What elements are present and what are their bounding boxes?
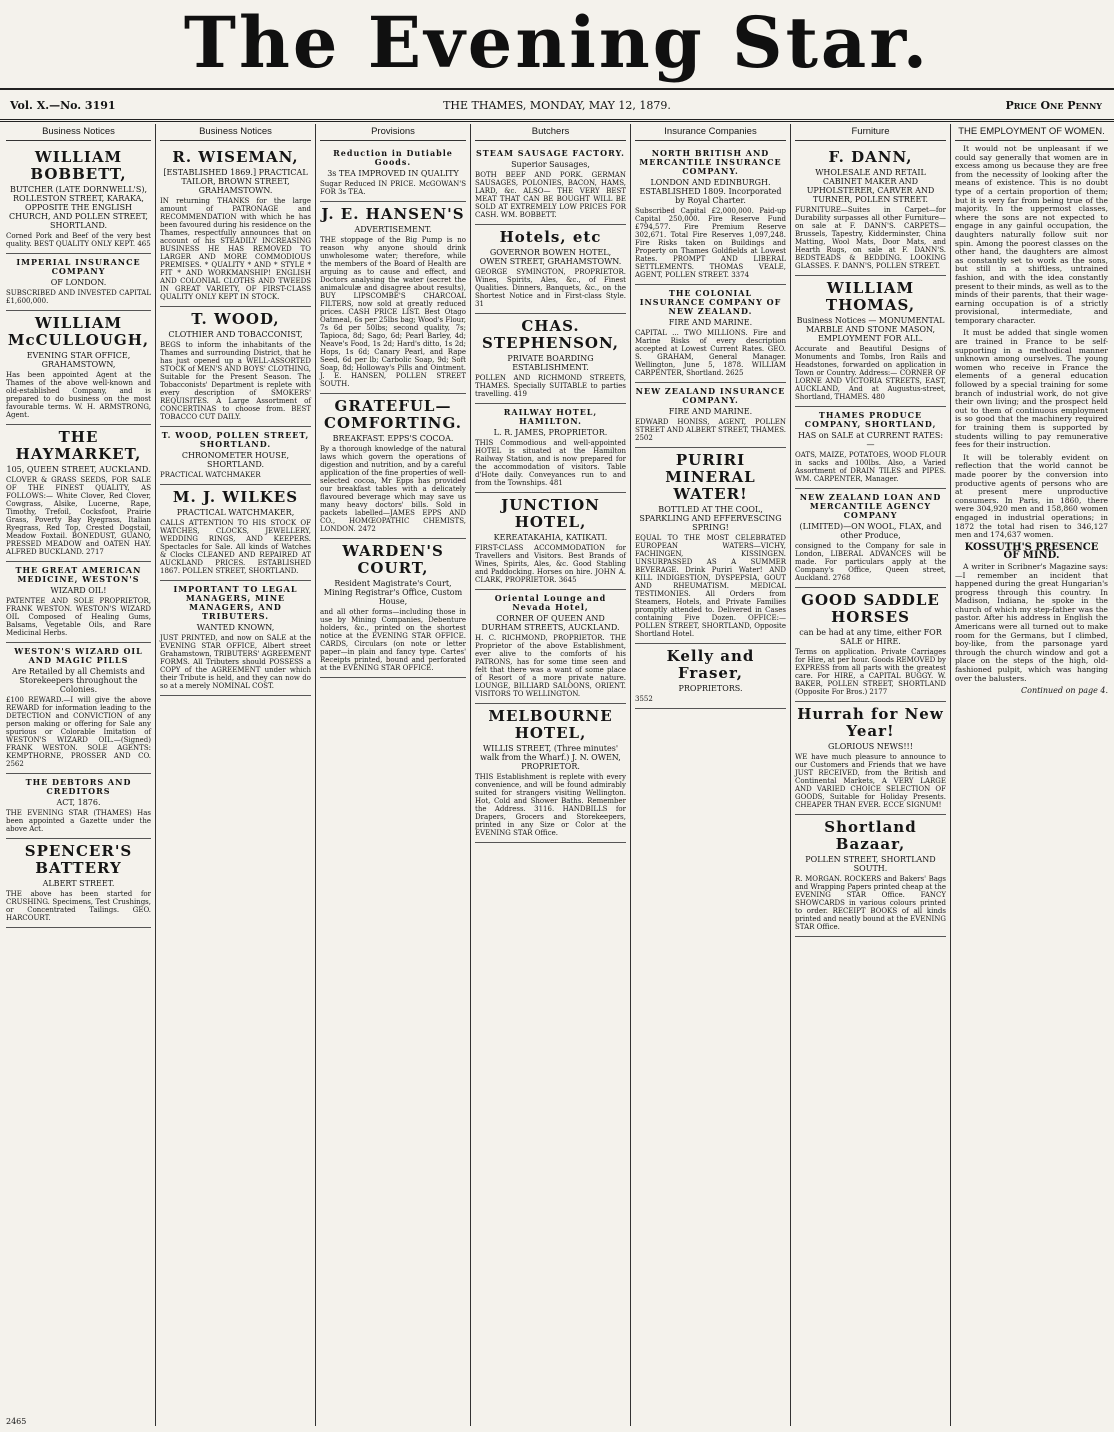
ad-title: M. J. WILKES [172, 488, 299, 506]
ad-subtitle: Superior Sausages, [511, 160, 590, 169]
advertisement [475, 493, 626, 590]
advertisement [320, 145, 466, 202]
masthead-title: The Evening Star. [183, 1, 931, 84]
ad-subtitle: POLLEN STREET, SHORTLAND SOUTH. [805, 855, 936, 873]
ad-subtitle: PRIVATE BOARDING ESTABLISHMENT. [507, 354, 594, 372]
ad-body: EQUAL TO THE MOST CELEBRATED EUROPEAN WATERS—VICHY, FACHINGEN, KISSINGEN. UNSURPASSED AS A SUMMER BEVERAGE. Drink Puriri Water! AND KILL INDIGESTION, DYSPEPSIA, GOUT AND RHEUMATISM. MEDICAL TESTIMONIES. All Orders from Steamers, Hotels, and Private Families promptly attended to. Delivered in Cases containing Five Dozen. OFFICE:— POLLEN STREET, SHORTLAND, Opposite Shortland Hotel. [635, 534, 786, 638]
advertisement [6, 425, 151, 562]
ad-body: H. C. RICHMOND, PROPRIETOR. THE Proprietor of the above Establishment, ever alive to the comforts of his PATRONS, has for some time seen and felt that there was a want of some place of Resort of a more private nature. LOUNGE, BILLIARD SALOONS, ORIENT. VISITORS TO WELLINGTON. [475, 634, 626, 698]
ad-subtitle: [ESTABLISHED 1869.] PRACTICAL TAILOR, BROWN STREET, GRAHAMSTOWN. [163, 168, 308, 195]
place-date: THE THAMES, MONDAY, MAY 12, 1879. [443, 99, 671, 112]
ad-title: IMPERIAL INSURANCE COMPANY [16, 257, 141, 276]
ad-body: CLOVER & GRASS SEEDS, FOR SALE OF THE FINEST QUALITY, AS FOLLOWS:— White Clover, Red Clover, Cowgrass, Alsike, Lucerne, Rape, Timothy, Trefoil, Cocksfoot, Prairie Grass, Poverty Bay Ryegrass, Italian Ryegrass, Red Top, Crested Dogstail, Meadow Foxtail. BONEDUST, GUANO, PRESSED MEADOW and OATEN HAY. ALFRED BUCKLAND. 2717 [6, 476, 151, 556]
ad-title: NEW ZEALAND LOAN AND MERCANTILE AGENCY COMPANY [799, 492, 942, 520]
ad-body: FIRST-CLASS ACCOMMODATION for Travellers and Visitors. Best Brands of Wines, Spirits, Ales, &c. Good Stabling and Paddocking. Horses on hire. JOHN A. CLARK, PROPRIETOR. 3645 [475, 544, 626, 584]
ad-subtitle: WIZARD OIL! [50, 586, 107, 595]
ad-subtitle: FIRE AND MARINE. [668, 407, 753, 416]
column-7 [951, 124, 1112, 1426]
article-paragraph: It must be added that single women are trained in France to be self-supporting in a methodical manner unknown among ourselves. The young women who receive in France the elements of a general education followed by a special training for some branch of industrial work, do not give their own living; and the prospect held out to them of continuous employment is so good that the machinery required for training them is supported by students willing to pay remunerative fees for their instruction. [955, 328, 1108, 450]
ad-title: GRATEFUL—COMFORTING. [324, 397, 462, 432]
ad-subtitle: PROPRIETORS. [678, 684, 743, 693]
ad-title: JUNCTION HOTEL, [501, 496, 600, 531]
column-6 [791, 124, 951, 1426]
ad-subtitle: ACT, 1876. [56, 798, 101, 807]
ad-body: WE have much pleasure to announce to our Customers and Friends that we have JUST RECEIVED, from the British and Continental Markets, A VERY LARGE AND VARIED CHOICE SELECTION OF GOODS, Suitable for Holiday Presents. CHEAPER THAN EVER. ECCE SIGNUM! [795, 753, 946, 809]
ad-body: PATENTEE AND SOLE PROPRIETOR, FRANK WESTON. WESTON'S WIZARD OIL Composed of Healing Gums, Balsams, Vegetable Oils, and Rare Medicinal Herbs. [6, 597, 151, 637]
advertisement [6, 643, 151, 774]
ad-body: GEORGE SYMINGTON, PROPRIETOR. Wines, Spirits, Ales, &c., of Finest Qualities. Dinners, Banquets, &c., on the Shortest Notice and in First-class Style. 31 [475, 268, 626, 308]
advertisement [635, 285, 786, 383]
advertisement [795, 702, 946, 815]
ad-subtitle: (LIMITED)—ON WOOL, FLAX, and other Produce, [799, 522, 942, 540]
advertisement [6, 562, 151, 643]
advertisement [635, 448, 786, 644]
ad-body: POLLEN AND RICHMOND STREETS, THAMES. Specially SUITABLE to parties travelling. 419 [475, 374, 626, 398]
ad-subtitle: WHOLESALE AND RETAIL CABINET MAKER AND UPHOLSTERER, CARVER AND TURNER, POLLEN STREET. [806, 168, 935, 204]
advertisement [475, 704, 626, 843]
advertisement [795, 588, 946, 702]
article-paragraph: It would not be unpleasant if we could say generally that women are in excess among us because they are free from the necessity of looking after the means of existence. This is no doubt type of a certain proportion of them; but it is very far from being true of the majority. In the uppermost classes, where the sons are not expected to engage in any gainful occupation, the daughters naturally follow suit nor spin. Among the poorest classes on the other hand, the daughters are almost as constantly set to work as the sons, but still in a shiftless, untrained fashion, and with the idea constantly present to their minds, as well as to the minds of their parents, that their wage-earning occupation is of a strictly provisional, intermediate, and temporary character. [955, 144, 1108, 325]
ad-title: THE COLONIAL INSURANCE COMPANY OF NEW ZEALAND. [639, 288, 782, 316]
advertisement [320, 394, 466, 539]
ad-body: OATS, MAIZE, POTATOES, WOOD FLOUR in sacks and 100lbs. Also, a Varied Assortment of DRAIN TILES and PIPES. WM. CARPENTER, Manager. [795, 451, 946, 483]
ad-subtitle: CHRONOMETER HOUSE, SHORTLAND. [181, 451, 290, 469]
masthead [0, 0, 1114, 86]
advertisement [6, 839, 151, 928]
ad-title: STEAM SAUSAGE FACTORY. [476, 148, 625, 158]
columns-container [2, 124, 1112, 1426]
ad-title: WILLIAM McCULLOUGH, [7, 314, 150, 349]
ad-title: Hotels, etc [499, 228, 602, 246]
advertisement [795, 489, 946, 588]
advertisement [160, 307, 311, 427]
advertisement [795, 407, 946, 489]
volume-number: Vol. X.—No. 3191 [10, 99, 116, 112]
ad-subtitle: ADVERTISEMENT. [354, 225, 432, 234]
ad-title: Hurrah for New Year! [797, 705, 944, 740]
ad-body: CAPITAL ... TWO MILLIONS. Fire and Marine Risks of every description accepted at Lowest Current Rates. GEO. S. GRAHAM, General Manager. Wellington, June 5, 1878. WILLIAM CARPENTER, Shortland. 2625 [635, 329, 786, 377]
ad-body: PRACTICAL WATCHMAKER [160, 471, 261, 479]
ad-subtitle: ALBERT STREET. [42, 879, 115, 888]
ad-subtitle: EVENING STAR OFFICE, GRAHAMSTOWN, [26, 351, 131, 369]
advertisement [6, 311, 151, 425]
ad-subtitle: FIRE AND MARINE. [668, 318, 753, 327]
ad-title: THAMES PRODUCE COMPANY, SHORTLAND, [804, 410, 937, 429]
ad-body: £100 REWARD.—I will give the above REWARD for information leading to the DETECTION and CONVICTION of any person making or offering for Sale any spurious or Colorable Imitation of WESTON'S WIZARD OIL.—(Signed) FRANK WESTON. SOLE AGENTS: KEMPTHORNE, PROSSER AND CO. 2562 [6, 696, 151, 768]
ad-body: THE above has been started for CRUSHING. Specimens, Test Crushings, or Concentrated Tailings. GEO. HARCOURT. [6, 890, 151, 922]
ad-title: T. WOOD, [191, 310, 280, 328]
ad-subtitle: PRACTICAL WATCHMAKER, [176, 508, 295, 517]
sub-article-text: A writer in Scribner's Magazine says:—I remember an incident that happened during the great Hungarian's progress through this country. In Madison, Indiana, he spoke in the church of which my step-father was the pastor. After his address in English the Americans were all turned out to make room for the Germans, but I climbed, boy-like, from the parsonage yard through the church window and got a place on the steps of the high, old-fashioned pulpit, which was hanging over the balusters. [955, 561, 1108, 683]
ad-title: GOOD SADDLE HORSES [801, 591, 940, 626]
ad-title: CHAS. STEPHENSON, [482, 317, 619, 352]
ad-title: Oriental Lounge and Nevada Hotel, [494, 593, 607, 612]
ad-body: EDWARD HONISS, AGENT, POLLEN STREET AND ALBERT STREET, THAMES. 2502 [635, 418, 786, 442]
advertisement [635, 383, 786, 448]
ad-body: Terms on application. Private Carriages for Hire, at per hour. Goods REMOVED by EXPRESS from all parts with the greatest care. For HIRE, a CAPITAL BUGGY. W. BAKER, POLLEN STREET, SHORTLAND (Opposite For Bros.) 2177 [795, 648, 946, 696]
column-1 [2, 124, 156, 1426]
ad-subtitle: HAS on SALE at CURRENT RATES:— [797, 431, 944, 449]
ad-body: Accurate and Beautiful Designs of Monuments and Tombs, Iron Rails and Headstones, forwarded on application in Town or Country. Address:— CORNER OF LORNE AND VICTORIA STREETS, EAST, AUCKLAND, And at Augustus-street, Shortland, THAMES. 480 [795, 345, 946, 401]
ad-subtitle: can be had at any time, either FOR SALE or HIRE. [799, 628, 942, 646]
ad-body: THE stoppage of the Big Pump is no reason why anyone should drink unwholesome water; therefore, while the members of the Board of Health are arguing as to cause and effect, and Doctors analysing the water (secret the animalculæ and disagree about results), BUY LIPSCOMBE'S CHARCOAL FILTERS, now sold at greatly reduced prices. CASH PRICE LIST. Best Otago Oatmeal, 6s per 25lbs bag; Wood's Flour, 7s 6d per 50lbs; second quality, 7s; Tapioca, 8d; Sago, 6d; Pearl Barley, 4d; Neave's Food, 1s 2d; Hard's ditto, 1s 2d; Hops, 1s 6d; Canary Pearl, and Rape Seed, 6d per lb; Carbolic Soap, 9d; Soft Soap, 8d; Holloway's Pills and Ointment. J. E. HANSEN, POLLEN STREET SOUTH. [320, 236, 466, 388]
ad-body: BOTH BEEF AND PORK. GERMAN SAUSAGES, POLONIES, BACON, HAMS, LARD, &c. ALSO— THE VERY BEST MEAT THAT CAN BE BOUGHT WILL BE SOLD AT EXTREMELY LOW PRICES FOR CASH. WM. BOBBETT. [475, 171, 626, 219]
advertisement [475, 314, 626, 404]
advertisement [320, 202, 466, 394]
ad-subtitle: CORNER OF QUEEN AND DURHAM STREETS, AUCKLAND. [481, 614, 620, 632]
column-footer-number: 2465 [6, 1417, 27, 1426]
ad-title: J. E. HANSEN'S [321, 205, 465, 223]
advertisement [475, 404, 626, 493]
ad-title: WESTON'S WIZARD OIL AND MAGIC PILLS [14, 646, 143, 665]
advertisement [475, 225, 626, 314]
ad-body: IN returning THANKS for the large amount of PATRONAGE and RECOMMENDATION with which he has been favoured during his residence on the Thames, respectfully announces that on account of his STEADILY INCREASING BUSINESS HE HAS REMOVED TO LARGER AND MORE COMMODIOUS PREMISES. * QUALITY * AND * STYLE * FIT * AND WORKMANSHIP! ENGLISH AND COLONIAL CLOTHS AND TWEEDS IN GREAT VARIETY, OF FIRST-CLASS QUALITY ONLY KEPT IN STOCK. [160, 197, 311, 301]
advertisement [635, 145, 786, 285]
column-heading: Business Notices [160, 124, 311, 141]
dateline [0, 88, 1114, 122]
ad-subtitle: BOTTLED AT THE COOL, SPARKLING AND EFFERVESCING SPRING! [639, 505, 782, 532]
ad-title: MELBOURNE HOTEL, [488, 707, 613, 742]
ad-title: IMPORTANT TO LEGAL MANAGERS, MINE MANAGERS, AND TRIBUTERS. [173, 584, 298, 621]
advertisement [475, 590, 626, 704]
advertisement [795, 815, 946, 937]
column-heading: Insurance Companies [635, 124, 786, 141]
advertisement [160, 145, 311, 307]
ad-title: THE DEBTORS AND CREDITORS [25, 777, 132, 796]
ad-body: SUBSCRIBED AND INVESTED CAPITAL £1,600,000. [6, 289, 151, 305]
ad-body: and all other forms—including those in use by Mining Companies, Debenture holders, &c., printed on the shortest notice at the EVENING STAR OFFICE. CARDS, Circulars (on note or letter paper—in plain and fancy type. Cartes' Receipts printed, bound and perforated at the EVENING STAR OFFICE. [320, 608, 466, 672]
advertisement [6, 774, 151, 839]
ad-title: F. DANN, [828, 148, 913, 166]
ad-subtitle: Resident Magistrate's Court, Mining Registrar's Office, Custom House, [323, 579, 463, 606]
ad-subtitle: KEREATAKAHIA, KATIKATI. [493, 533, 608, 542]
advertisement [320, 539, 466, 678]
ad-title: SPENCER'S BATTERY [24, 842, 133, 877]
ad-body: JUST PRINTED, and now on SALE at the EVENING STAR OFFICE, Albert street Grahamstown, TRIBUTERS' AGREEMENT FORMS. All Tributers should POSSESS a COPY of the AGREEMENT under which their Tribute is held, and they can now do so at a merely NOMINAL COST. [160, 634, 311, 690]
ad-title: PURIRI MINERAL WATER! [665, 451, 756, 503]
ad-title: THE HAYMARKET, [15, 428, 142, 463]
advertisement [795, 276, 946, 407]
ad-title: RAILWAY HOTEL, HAMILTON. [503, 407, 598, 426]
ad-subtitle: 3s TEA IMPROVED IN QUALITY [327, 169, 459, 178]
ad-subtitle: CLOTHIER AND TOBACCONIST, [168, 330, 303, 339]
column-heading: THE EMPLOYMENT OF WOMEN. [955, 124, 1108, 141]
ad-body: 3552 [635, 695, 653, 703]
ad-body: R. MORGAN. ROCKERS and Bakers' Bags and Wrapping Papers printed cheap at the EVENING STAR Office. FANCY SHOWCARDS in various colours printed to order. RECEIPT BOOKS of all kinds printed and neatly bound at the EVENING STAR Office. [795, 875, 946, 931]
ad-subtitle: GLORIOUS NEWS!!! [828, 742, 913, 751]
ad-title: WARDEN'S COURT, [342, 542, 444, 577]
price: Price One Penny [1005, 99, 1102, 112]
column-4 [471, 124, 631, 1426]
ad-body: Sugar Reduced IN PRICE. McGOWAN'S FOR 3s TEA. [320, 180, 466, 196]
ad-subtitle: Are Retailed by all Chemists and Storekeepers throughout the Colonies. [12, 667, 145, 694]
column-heading: Business Notices [6, 124, 151, 141]
ad-subtitle: Business Notices — MONUMENTAL MARBLE AND STONE MASON, EMPLOYMENT FOR ALL. [796, 316, 945, 343]
ad-subtitle: WILLIS STREET, (Three minutes' walk from the Wharf.) J. N. OWEN, PROPRIETOR. [480, 744, 621, 771]
ad-subtitle: GOVERNOR BOWEN HOTEL, OWEN STREET, GRAHAMSTOWN. [479, 248, 622, 266]
ad-subtitle: BREAKFAST. EPPS'S COCOA. [332, 434, 454, 443]
ad-body: BEGS to inform the inhabitants of the Thames and surrounding District, that he has just opened up a WELL-ASSORTED STOCK of MEN'S AND BOYS' CLOTHING, Suitable for the Present Season. The Tobacconists' Department is replete with every description of SMOKERS' REQUISITES. A Large Assortment of CONCERTINAS to choose from. BEST TOBACCO CUT DAILY. [160, 341, 311, 421]
advertisement [160, 427, 311, 485]
ad-body: THIS Establishment is replete with every convenience, and will be found admirably suited for strangers visiting Wellington. Hot, Cold and Shower Baths. Remember the Address. 3116. HANDBILLS for Drapers, Grocers and Storekeepers, printed in any Size or Color at the EVENING STAR Office. [475, 773, 626, 837]
ad-subtitle: L. R. JAMES, PROPRIETOR. [493, 428, 608, 437]
column-heading: Butchers [475, 124, 626, 141]
ad-subtitle: OF LONDON. [50, 278, 107, 287]
advertisement [795, 145, 946, 276]
continued-note: Continued on page 4. [1021, 686, 1108, 696]
column-5 [631, 124, 791, 1426]
advertisement [160, 485, 311, 581]
ad-body: consigned to the Company for sale in London, LIBERAL ADVANCES will be made. For particulars apply at the Company's Office, Queen street, Auckland. 2768 [795, 542, 946, 582]
advertisement [475, 145, 626, 225]
article-paragraph: It will be tolerably evident on reflection that the world cannot be made poorer by the conversion into productive agents of persons who are at present mere unproductive consumers. In Paris, in 1860, there were 304,920 men and 158,860 women engaged in industrial operations; in 1872 the total had risen to 346,127 men and 174,637 women. [955, 452, 1108, 540]
ad-body: Has been appointed Agent at the Thames of the above well-known and old-established Company, and is prepared to do business on the most favourable terms. W. H. ARMSTRONG, Agent. [6, 371, 151, 419]
ad-title: THE GREAT AMERICAN MEDICINE, WESTON'S [15, 565, 142, 584]
ad-title: WILLIAM BOBBETT, [30, 148, 127, 183]
ad-body: Subscribed Capital £2,000,000. Paid-up Capital 250,000. Fire Reserve Fund £794,577. Fire Premium Reserve 302,671. Total Fire Reserves 1,097,248. Fire Risks taken on Buildings and Property on Thames Goldfields at Lowest Rates. PROMPT AND LIBERAL SETTLEMENTS. THOMAS VEALE, AGENT, POLLEN STREET. 3374 [635, 207, 786, 279]
ad-subtitle: 105, QUEEN STREET, AUCKLAND. [6, 465, 151, 474]
ad-title: Reduction in Dutiable Goods. [333, 148, 453, 167]
sub-article-heading: KOSSUTH'S PRESENCE OF MIND. [964, 541, 1099, 562]
article-body [955, 145, 1108, 696]
ad-body: FURNITURE—Suites in Carpet—for Durability surpasses all other Furniture—on sale at F. DANN'S. CARPETS—Brussels, Tapestry, Kidderminster, China Matting, Wool Mats, Door Mats, and Hearth Rugs, on sale at F. DANN'S. BEDSTEADS & BEDDING. LOOKING GLASSES. F. DANN'S, POLLEN STREET. [795, 206, 946, 270]
ad-body: By a thorough knowledge of the natural laws which govern the operations of digestion and nutrition, and by a careful application of the fine properties of well-selected cocoa, Mr Epps has provided our breakfast tables with a delicately flavoured beverage which may save us many heavy doctors' bills. Sold in packets labelled—JAMES EPPS AND CO., HOMŒOPATHIC CHEMISTS, LONDON. 2472 [320, 445, 466, 533]
ad-title: NORTH BRITISH AND MERCANTILE INSURANCE COMPANY. [639, 148, 782, 176]
advertisement [160, 581, 311, 696]
ad-title: Kelly and Fraser, [666, 647, 755, 682]
column-heading: Furniture [795, 124, 946, 141]
ad-body: THE EVENING STAR (THAMES) Has been appointed a Gazette under the above Act. [6, 809, 151, 833]
ad-title: R. WISEMAN, [172, 148, 299, 166]
ad-subtitle: WANTED KNOWN, [196, 623, 275, 632]
ad-subtitle: LONDON AND EDINBURGH. ESTABLISHED 1809. Incorporated by Royal Charter. [639, 178, 782, 205]
ad-body: THIS Commodious and well-appointed HOTEL is situated at the Hamilton Railway Station, and is now prepared for the accommodation of visitors. Table d'Hote daily. Conveyances run to and from the Townships. 481 [475, 439, 626, 487]
ad-body: CALLS ATTENTION TO HIS STOCK OF WATCHES, CLOCKS, JEWELLERY, WEDDING RINGS, AND KEEPERS. Spectacles for Sale. All kinds of Watches & Clocks CLEANED AND REPAIRED AT AUCKLAND PRICES. ESTABLISHED 1867. POLLEN STREET, SHORTLAND. [160, 519, 311, 575]
column-2 [156, 124, 316, 1426]
ad-subtitle: BUTCHER (LATE DORNWELL'S), ROLLESTON STREET, KARAKA, OPPOSITE THE ENGLISH CHURCH, AND POLLEN STREET, SHORTLAND. [9, 185, 148, 230]
ad-title: WILLIAM THOMAS, [825, 279, 916, 314]
ad-title: NEW ZEALAND INSURANCE COMPANY. [635, 386, 786, 405]
advertisement [6, 145, 151, 254]
ad-body: Corned Pork and Beef of the very best quality. BEST QUALITY ONLY KEPT. 465 [6, 232, 151, 248]
ad-title: T. WOOD, POLLEN STREET, SHORTLAND. [161, 430, 310, 449]
ad-title: Shortland Bazaar, [824, 818, 917, 853]
advertisement [6, 254, 151, 311]
advertisement [635, 644, 786, 709]
column-heading: Provisions [320, 124, 466, 141]
column-3 [316, 124, 471, 1426]
